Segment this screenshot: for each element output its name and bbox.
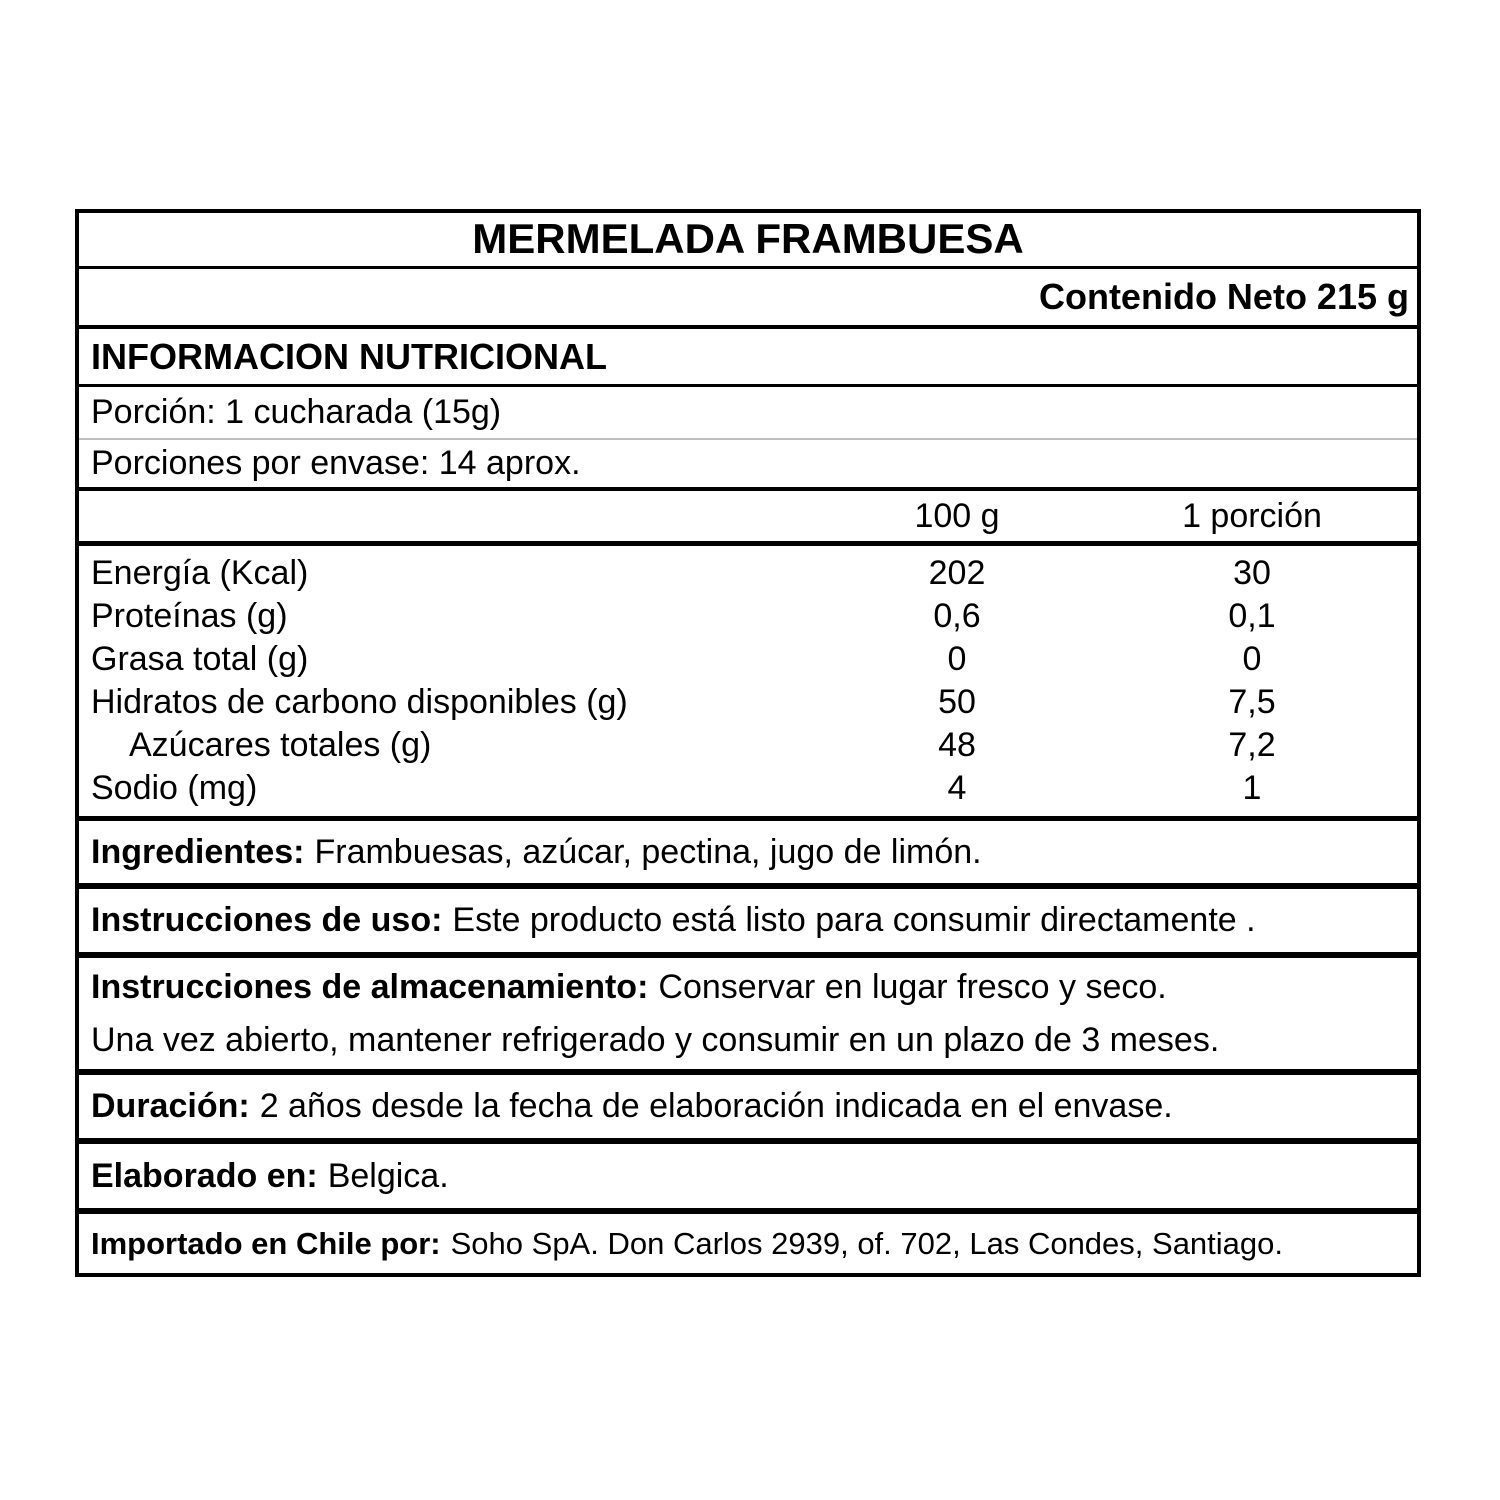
nutrient-row-protein	[79, 595, 1417, 638]
nutrient-value-100g: 50	[938, 683, 976, 721]
nutrient-label: Sodio (mg)	[91, 769, 258, 807]
nutrient-label: Energía (Kcal)	[91, 554, 309, 592]
column-header-100g: 100 g	[914, 496, 1000, 535]
importer-section	[79, 1214, 1417, 1273]
net-content-row	[79, 269, 1417, 329]
column-header-portion: 1 porción	[1182, 496, 1322, 535]
net-content-text: Contenido Neto 215 g	[1038, 276, 1409, 318]
storage-instructions-line-1	[91, 968, 1417, 1007]
nutrient-value-100g: 202	[928, 554, 986, 592]
nutrient-value-portion: 1	[1242, 769, 1262, 807]
nutrient-row-carbs	[79, 681, 1417, 724]
ingredients-label: Ingredientes:	[91, 832, 305, 871]
nutrient-label: Azúcares totales (g)	[129, 726, 432, 764]
nutrient-value-100g: 0	[947, 640, 967, 678]
usage-instructions-label: Instrucciones de uso:	[91, 901, 443, 939]
nutrient-row-fat	[79, 638, 1417, 681]
origin-label: Elaborado en:	[91, 1156, 318, 1195]
storage-instructions-line-2	[91, 1021, 1417, 1060]
nutrient-label: Proteínas (g)	[91, 597, 288, 635]
nutrition-values-block	[79, 546, 1417, 821]
product-title	[79, 213, 1417, 269]
origin-text: Belgica.	[327, 1156, 449, 1195]
nutrient-value-portion: 0	[1242, 640, 1262, 678]
nutrient-value-100g: 48	[938, 726, 976, 764]
origin-section	[79, 1144, 1417, 1214]
serving-size-text: Porción: 1 cucharada (15g)	[91, 392, 502, 431]
nutrient-value-portion: 0,1	[1228, 597, 1276, 635]
nutrient-row-sugars	[79, 724, 1417, 767]
nutrition-column-headers	[79, 491, 1417, 546]
serving-size-row	[79, 387, 1417, 440]
usage-instructions-section	[79, 889, 1417, 958]
shelf-life-section	[79, 1075, 1417, 1144]
servings-per-container-text: Porciones por envase: 14 aprox.	[91, 443, 581, 482]
storage-instructions-section	[79, 958, 1417, 1075]
servings-per-container-row	[79, 440, 1417, 491]
nutrient-value-100g: 0,6	[933, 597, 981, 635]
nutrient-value-portion: 30	[1233, 554, 1271, 592]
nutrient-value-portion: 7,2	[1228, 726, 1276, 764]
storage-instructions-label: Instrucciones de almacenamiento:	[91, 967, 649, 1006]
ingredients-section	[79, 821, 1417, 889]
storage-instructions-text-2: Una vez abierto, mantener refrigerado y consumir en un plazo de 3 meses.	[91, 1020, 1220, 1059]
ingredients-text: Frambuesas, azúcar, pectina, jugo de limón.	[314, 832, 982, 871]
nutrition-header-row	[79, 329, 1417, 387]
importer-text: Soho SpA. Don Carlos 2939, of. 702, Las Condes, Santiago.	[450, 1225, 1284, 1261]
nutrient-row-sodium	[79, 767, 1417, 810]
nutrition-label-table	[75, 209, 1421, 1277]
nutrient-label: Hidratos de carbono disponibles (g)	[91, 683, 628, 721]
product-title-text: MERMELADA FRAMBUESA	[472, 215, 1024, 263]
nutrient-value-100g: 4	[947, 769, 967, 807]
shelf-life-text: 2 años desde la fecha de elaboración indicada en el envase.	[259, 1087, 1173, 1125]
nutrition-header-text: INFORMACION NUTRICIONAL	[91, 335, 607, 377]
shelf-life-label: Duración:	[91, 1087, 250, 1125]
importer-label: Importado en Chile por:	[91, 1225, 441, 1261]
nutrient-row-energy	[79, 552, 1417, 595]
usage-instructions-text: Este producto está listo para consumir directamente .	[452, 901, 1256, 939]
nutrient-label: Grasa total (g)	[91, 640, 309, 678]
storage-instructions-text: Conservar en lugar fresco y seco.	[658, 967, 1167, 1006]
nutrient-value-portion: 7,5	[1228, 683, 1276, 721]
